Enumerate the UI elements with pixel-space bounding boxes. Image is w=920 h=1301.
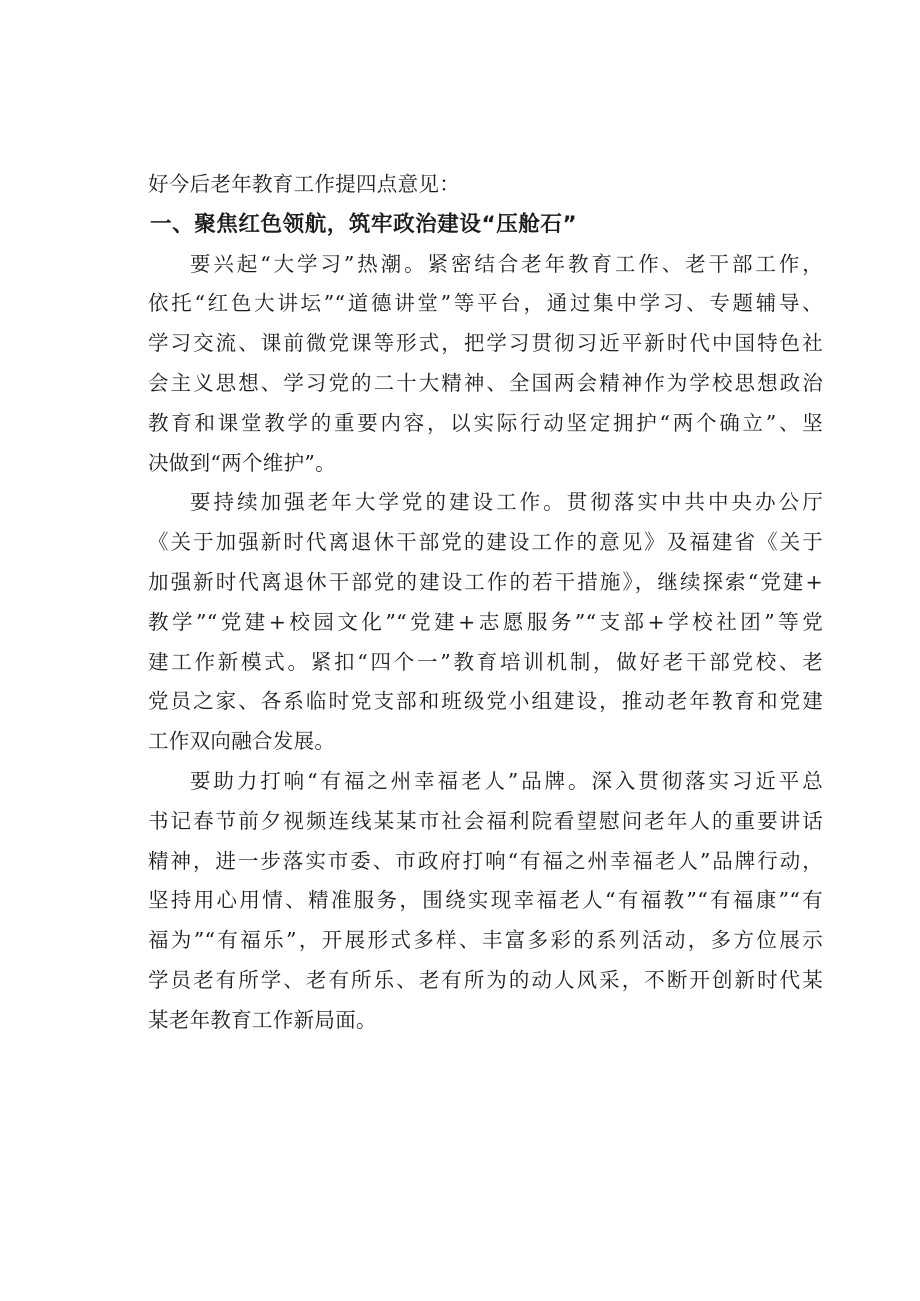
paragraph-line: 要兴起“大学习”热潮。紧密结合老年教育工作、老干部工作， bbox=[190, 251, 823, 276]
paragraph-line: 学习交流、课前微党课等形式，把学习贯彻习近平新时代中国特色社 bbox=[148, 331, 823, 356]
paragraph-line: 书记春节前夕视频连线某某市社会福利院看望慰问老年人的重要讲话 bbox=[148, 808, 823, 833]
paragraph-line: 教学”“党建+校园文化”“党建+志愿服务”“支部+学校社团”等党 bbox=[148, 609, 823, 634]
paragraph-line: 坚持用心用情、精准服务，围绕实现幸福老人“有福教”“有福康”“有 bbox=[148, 888, 823, 913]
paragraph-line: 精神，进一步落实市委、市政府打响“有福之州幸福老人”品牌行动， bbox=[148, 848, 823, 873]
paragraph-2 bbox=[148, 483, 823, 762]
section-heading: 一、聚焦红色领航，筑牢政治建设“压舱石” bbox=[150, 211, 578, 237]
paragraph-line: 教育和课堂教学的重要内容，以实际行动坚定拥护“两个确立”、坚 bbox=[148, 410, 823, 435]
paragraph-line: 工作双向融合发展。 bbox=[148, 729, 336, 754]
paragraph-line: 党员之家、各系临时党支部和班级党小组建设，推动老年教育和党建 bbox=[148, 689, 823, 714]
intro-line: 好今后老年教育工作提四点意见： bbox=[148, 172, 460, 196]
paragraph-line: 建工作新模式。紧扣“四个一”教育培训机制，做好老干部党校、老 bbox=[148, 649, 823, 674]
paragraph-line: 某老年教育工作新局面。 bbox=[148, 1007, 377, 1032]
paragraph-line: 会主义思想、学习党的二十大精神、全国两会精神作为学校思想政治 bbox=[148, 370, 823, 395]
paragraph-3 bbox=[148, 762, 823, 1041]
paragraph-line: 决做到“两个维护”。 bbox=[148, 450, 336, 475]
paragraph-line: 要持续加强老年大学党的建设工作。贯彻落实中共中央办公厅 bbox=[190, 490, 823, 515]
paragraph-line: 依托“红色大讲坛”“道德讲堂”等平台，通过集中学习、专题辅导、 bbox=[148, 291, 823, 316]
paragraph-line: 福为”“有福乐”，开展形式多样、丰富多彩的系列活动，多方位展示 bbox=[148, 928, 823, 953]
paragraph-line: 加强新时代离退休干部党的建设工作的若干措施》，继续探索“党建+ bbox=[148, 569, 823, 594]
document-body bbox=[148, 165, 823, 1041]
paragraph-line: 要助力打响“有福之州幸福老人”品牌。深入贯彻落实习近平总 bbox=[190, 768, 823, 793]
paragraph-line: 《关于加强新时代离退休干部党的建设工作的意见》及福建省《关于 bbox=[148, 530, 823, 555]
paragraph-1 bbox=[148, 245, 823, 484]
paragraph-line: 学员老有所学、老有所乐、老有所为的动人风采，不断开创新时代某 bbox=[148, 967, 823, 992]
